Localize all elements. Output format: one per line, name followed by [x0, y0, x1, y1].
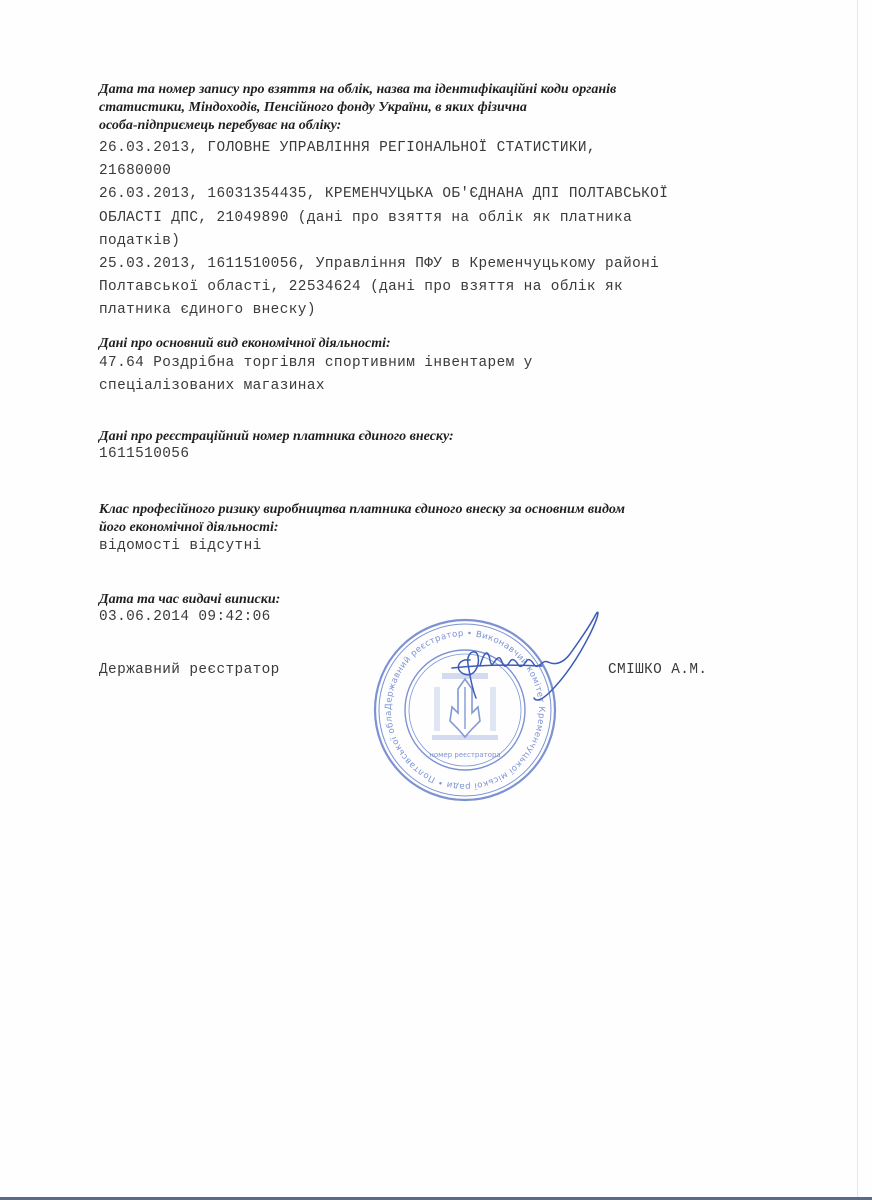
risk-class-heading [99, 501, 759, 537]
value-line: платника єдиного внеску) [99, 302, 316, 319]
value-line: спеціалізованих магазинах [99, 378, 325, 395]
contributor-number-value [99, 443, 189, 466]
heading-line: Дата та час видачі виписки: [99, 592, 281, 607]
contributor-number-heading [99, 428, 759, 446]
heading-line: Клас професійного ризику виробництва платника єдиного внеску за основним видом [99, 502, 625, 517]
page-edge-right [857, 0, 858, 1200]
registrar-role-label: Державний реєстратор [99, 662, 280, 678]
heading-line: Дані про реєстраційний номер платника єдиного внеску: [99, 429, 454, 444]
stamp-ring-text: Державний реєстратор • Виконавчий комітет Кременчуцької міської ради • Полтавської обла [383, 628, 547, 792]
registrar-name [608, 659, 707, 682]
value-line: податків) [99, 232, 181, 249]
heading-line: його економічної діяльності: [99, 520, 279, 535]
heading-line: Дата та номер запису про взяття на облік, назва та ідентифікаційні коди органів [99, 82, 617, 97]
registry-entry-value [99, 137, 668, 323]
value-line: 03.06.2014 09:42:06 [99, 609, 271, 625]
heading-line: особа-підприємець перебуває на обліку: [99, 118, 342, 133]
value-line: Полтавської області, 22534624 (дані про взяття на облік як [99, 279, 624, 296]
issue-datetime-value [99, 606, 271, 629]
value-line: 47.64 Роздрібна торгівля спортивним інвентарем у [99, 355, 533, 371]
value-line: відомості відсутні [99, 538, 262, 554]
heading-line: статистики, Міндоходів, Пенсійного фонду України, в яких фізична [99, 100, 527, 115]
value-line: ОБЛАСТІ ДПС, 21049890 (дані про взяття на облік як платника [99, 209, 633, 226]
value-line: 25.03.2013, 1611510056, Управління ПФУ в Кременчуцькому районі [99, 256, 660, 273]
stamp-inner-text: номер реєстратора [429, 751, 501, 759]
economic-activity-value [99, 352, 533, 398]
registry-entry-heading [99, 81, 759, 135]
signature-icon [430, 608, 610, 704]
economic-activity-heading [99, 335, 759, 353]
value-line: 26.03.2013, 16031354435, КРЕМЕНЧУЦЬКА ОБ'ЄДНАНА ДПІ ПОЛТАВСЬКОЇ [99, 186, 669, 203]
risk-class-value [99, 535, 262, 558]
handwritten-signature [430, 608, 610, 704]
registrar-name-label: СМІШКО А.М. [608, 662, 708, 678]
value-line: 21680000 [99, 163, 172, 180]
heading-line: Дані про основний вид економічної діяльності: [99, 336, 391, 351]
registrar-role [99, 659, 280, 682]
value-line: 26.03.2013, ГОЛОВНЕ УПРАВЛІННЯ РЕГІОНАЛЬНОЇ СТАТИСТИКИ, [99, 140, 596, 156]
value-line: 1611510056 [99, 446, 190, 462]
